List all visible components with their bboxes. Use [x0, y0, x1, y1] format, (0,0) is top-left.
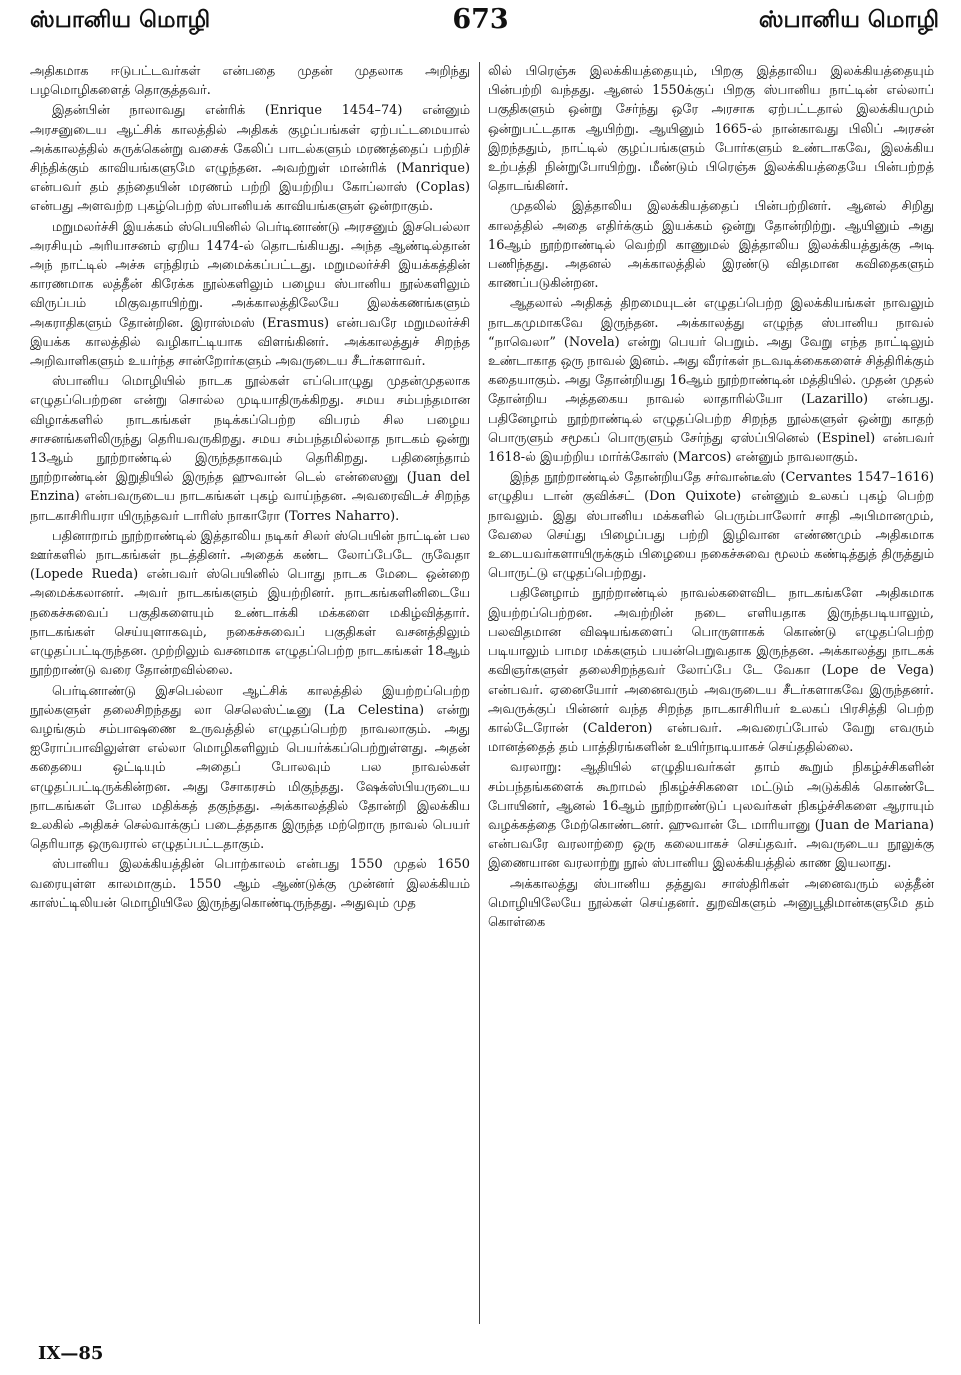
paragraph: மறுமலர்ச்சி இயக்கம் ஸ்பெயினில் பெர்டினாண்டு அரசனும் இசபெல்லா அரசியும் அரியாசனம் ஏறிய 1474-ல் தொடங்கியது. அந்த ஆண்டில்தான் அந் நாட்டில் அச்சு எந்திரம் அமைக்கப்பட்டது. மறுமலர்ச்சி இயக்கத்தின் காரணமாக லத்தீன் கிரேக்க நூல்களிலும் பழைய ஸ்பானிய நூல்களிலும் விருப்பம் மிகுவதாயிற்று. அக்காலத்திலேயே இலக்கணங்களும் அகராதிகளும் தோன்றின. இராஸ்மஸ் (Erasmus) என்பவரே மறுமலர்ச்சி இயக்க காலத்தில் வழிகாட்டியாக விளங்கினர். அக்காலத்துச் சிறந்த அறிவாளிகளும் உயர்ந்த சான்றோர்களும் அவருடைய சீடர்களாவர்.	[30, 219, 470, 370]
paragraph: வரலாறு: ஆதியில் எழுதியவர்கள் தாம் கூறும் நிகழ்ச்சிகளின் சம்பந்தங்களைக் கூறாமல் நிகழ்ச்சிகளை மட்டும் அடுக்கிக் கொண்டே போயினர், ஆனல் 16ஆம் நூற்றாண்டுப் புலவர்கள் நிகழ்ச்சிகளை ஆராயும் வழக்கத்தை மேற்கொண்டனர். ஹுவான் டே மாரியானு (Juan de Mariana) என்பவரே வரலாற்றை ஒரு கலையாகச் செய்தவர். அவருடைய நூலுக்கு இணையான வரலாற்று நூல் ஸ்பானிய இலக்கியத்தில் காண இயலாது.	[488, 760, 934, 872]
paragraph: இதன்பின் நாலாவது என்ரிக் (Enrique 1454–74) என்னும் அரசனுடைய ஆட்சிக் காலத்தில் அதிகக் குழப்பங்கள் ஏற்பட்டமையால் அக்காலத்தில் சுருக்கென்று வசைக் கேலிப் பாடல்களும் மரணத்தைப் பற்றிச் சிந்திக்கும் காவியங்களுமே எழுந்தன. அவற்றுள் மான்ரிக் (Manrique) என்பவர் தம் தந்தையின் மரணம் பற்றி இயற்றிய கோப்லாஸ் (Coplas) என்பது அளவற்ற புகழ்பெற்ற ஸ்பானியக் காவியங்களுள் ஒன்றாகும்.	[30, 103, 470, 215]
running-title-left: ஸ்பானிய மொழி	[30, 6, 211, 33]
paragraph: பதினாறாம் நூற்றாண்டில் இத்தாலிய நடிகர் சிலர் ஸ்பெயின் நாட்டின் பல ஊர்களில் நாடகங்கள் நடத்தினர். அதைக் கண்ட லோப்பேடே ருவேதா (Lopede Rueda) என்பவர் ஸ்பெயினில் பொது நாடக மேடை ஒன்றை அமைக்கலானர். அவர் நாடகங்களும் இயற்றினர். நாடகங்களினிடையே நகைச்சுவைப் பகுதிகளையும் உண்டாக்கி மக்களை மகிழ்வித்தார். நாடகங்கள் செய்யுளாகவும், நகைச்சுவைப் பகுதிகள் வசனத்திலும் எழுதப்பட்டிருந்தன. முற்றிலும் வசனமாக எழுதப்பெற்ற நாடகங்கள் 18ஆம் நூற்றாண்டு வரை தோன்றவில்லை.	[30, 528, 470, 679]
paragraph: ஸ்பானிய இலக்கியத்தின் பொற்காலம் என்பது 1550 முதல் 1650 வரையுள்ள காலமாகும். 1550 ஆம் ஆண்டுக்கு முன்னர் இலக்கியம் காஸ்ட்டிலியன் மொழியிலே இருந்துகொண்டிருந்தது. அதுவும் முத	[30, 857, 470, 911]
left-column	[30, 62, 470, 914]
running-title-right: ஸ்பானிய மொழி	[758, 6, 939, 33]
right-column	[488, 62, 934, 933]
paragraph: அக்காலத்து ஸ்பானிய தத்துவ சாஸ்திரிகள் அனைவரும் லத்தீன் மொழியிலேயே நூல்கள் செய்தனர். துறவிகளும் அனுபூதிமான்களுமே தம் கொள்கை	[488, 876, 934, 930]
paragraph: லில் பிரெஞ்சு இலக்கியத்தையும், பிறகு இத்தாலிய இலக்கியத்தையும் பின்பற்றி வந்தது. ஆனல் 1550க்குப் பிறகு ஸ்பானிய நாட்டின் எல்லாப் பகுதிகளும் ஒன்று சேர்ந்து ஒரே அரசாக ஏற்பட்டதால் இலக்கியமும் ஒன்றுபட்டதாக ஆயிற்று. ஆயினும் 1665-ல் நான்காவது பிலிப் அரசன் இறந்ததும், நாட்டில் குழப்பங்களும் போர்களும் உண்டாகவே, இலக்கிய உற்பத்தி நின்றுபோயிற்று. மீண்டும் பிரெஞ்சு இலக்கியத்தையே பின்பற்றத் தொடங்கினர்.	[488, 64, 934, 195]
page-header	[0, 4, 961, 38]
paragraph: ஸ்பானிய மொழியில் நாடக நூல்கள் எப்பொழுது முதன்முதலாக எழுதப்பெற்றன என்று சொல்ல முடியாதிருக்கிறது. சமய சம்பந்தமான விழாக்களில் நாடகங்கள் நடிக்கப்பெற்ற விபரம் சில பழைய சாசனங்களிலிருந்து தெரியவருகிறது. சமய சம்பந்தமில்லாத நாடகம் ஒன்று 13ஆம் நூற்றாண்டில் இருந்ததாகவும் தெரிகிறது. பதினைந்தாம் நூற்றாண்டின் இறுதியில் இருந்த ஹுவான் டெல் என்ஸைனு (Juan del Enzina) என்பவருடைய நாடகங்கள் புகழ் வாய்ந்தன. அவரைவிடச் சிறந்த நாடகாசிரியரா யிருந்தவர் டாரிஸ் நாகாரோ (Torres Naharro).	[30, 374, 470, 524]
paragraph: முதலில் இத்தாலிய இலக்கியத்தைப் பின்பற்றினர். ஆனல் சிறிது காலத்தில் அதை எதிர்க்கும் இயக்கம் ஒன்று தோன்றிற்று. ஆயினும் அது 16ஆம் நூற்றாண்டில் வெற்றி காணுமல் இத்தாலிய இலக்கியத்துக்கு அடி பணிந்தது. அதனல் அக்காலத்தில் இரண்டு விதமான கவிதைகளும் காணப்படுகின்றன.	[488, 199, 934, 292]
paragraph: பதினேழாம் நூற்றாண்டில் நாவல்களைவிட நாடகங்களே அதிகமாக இயற்றப்பெற்றன. அவற்றின் நடை எளியதாக இருந்தபடியாலும், பலவிதமான விஷயங்களைப் பொருளாகக் கொண்டு எழுதப்பெற்ற படியாலும் பாமர மக்களும் பயன்பெறுவதாக இருந்தன. அக்காலத்து நாடகக் கவிஞர்களுள் தலைசிறந்தவர் லோப்பே டே வேகா (Lope de Vega) என்பவர். ஏனையோர் அனைவரும் அவருடைய சீடர்களாகவே இருந்தனர். அவருக்குப் பின்னர் வந்த சிறந்த நாடகாசிரியர் உலகப் பிரசித்தி பெற்ற கால்டேரோன் (Calderon) என்பவர். அவரைப்போல் வேறு எவரும் மானத்தைத் தம் பாத்திரங்களின் உயிர்நாடியாகச் செய்ததில்லை.	[488, 586, 934, 756]
paragraph: அதிகமாக ஈடுபட்டவர்கள் என்பதை முதன் முதலாக அறிந்து பழமொழிகளைத் தொகுத்தவர்.	[30, 64, 470, 99]
paragraph: ஆதலால் அதிகத் திறமையுடன் எழுதப்பெற்ற இலக்கியங்கள் நாவலும் நாடகமுமாகவே இருந்தன. அக்காலத்து எழுந்த ஸ்பானிய நாவல் “நாவெலா” (Novela) என்று பெயர் பெறும். அது வேறு எந்த நாட்டிலும் உண்டாகாத ஒரு நாவல் இனம். அது வீரர்கள் நடவடிக்கைகளைச் சித்திரிக்கும் கதையாகும். அது தோன்றியது 16ஆம் நூற்றாண்டின் மத்தியில். முதன் முதல் தோன்றிய அத்தகைய நாவல் லாதாரில்யோ (Lazarillo) என்பது. பதினேழாம் நூற்றாண்டில் எழுதப்பெற்ற சிறந்த நூல்களுள் ஒன்று காதற் பொருளும் சமூகப் பொருளும் சேர்ந்து ஏஸ்ப்பினெல் (Espinel) என்பவர் 1618-ல் இயற்றிய மார்க்கோஸ் (Marcos) என்னும் நாவலாகும்.	[488, 296, 934, 466]
page-number: 673	[452, 4, 509, 35]
volume-page-footer: IX—85	[38, 1343, 104, 1364]
column-divider	[479, 62, 480, 1324]
paragraph: பெர்டினாண்டு இசபெல்லா ஆட்சிக் காலத்தில் இயற்றப்பெற்ற நூல்களுள் தலைசிறந்தது லா செலெஸ்ட்டீனு (La Celestina) என்று வழங்கும் சம்பாஷணை உருவத்தில் எழுதப்பெற்ற நாவலாகும். அது ஐரோப்பாவிலுள்ள எல்லா மொழிகளிலும் பெயர்க்கப்பெற்றுள்ளது. அதன் கதையை ஒட்டியும் அதைப் போலவும் பல நாவல்கள் எழுதப்பட்டிருக்கின்றன. அது சோகரசம் மிகுந்தது. ஷேக்ஸ்பியருடைய நாடகங்கள் போல மதிக்கத் தகுந்தது. அக்காலத்தில் தோன்றி இலக்கிய உலகில் அதிகச் செல்வாக்குப் படைத்ததாக இருந்த மற்றொரு நாவல் பெயர் தெரியாத ஒருவரால் எழுதப்பட்டதாகும்.	[30, 683, 470, 853]
paragraph: இந்த நூற்றாண்டில் தோன்றியதே சர்வான்டீஸ் (Cervantes 1547–1616) எழுதிய டான் குவிக்சட் (Don Quixote) என்னும் உலகப் புகழ் பெற்ற நாவலும். இது ஸ்பானிய மக்களில் பெரும்பாலோர் சாதி அபிமானமும், வேலை செய்து பிழைப்பது பற்றி இழிவான எண்ணமும் அதிகமாக உடையவர்களாயிருக்கும் பிழையை நகைச்சுவை மூலம் கண்டித்துத் திருத்தும் பொருட்டு எழுதப்பெற்றது.	[488, 470, 934, 582]
